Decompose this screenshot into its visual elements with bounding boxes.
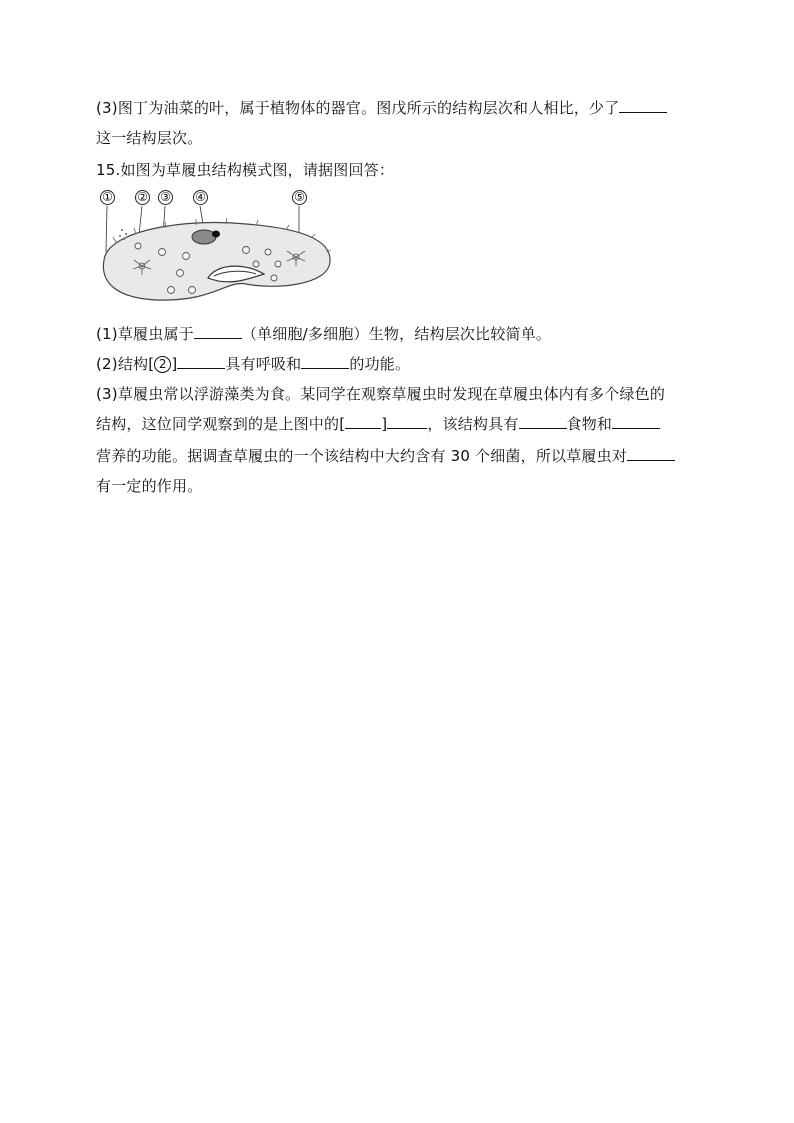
q15-part3-line1 <box>96 384 665 404</box>
q15-part2-text-d: 的功能。 <box>349 355 411 373</box>
q15-part3-text-2a: 结构，这位同学观察到的是上图中的[ <box>96 415 346 433</box>
q15-part3-text-4: 有一定的作用。 <box>96 477 203 495</box>
answer-blank[interactable] <box>627 446 675 461</box>
q14-part3-text: (3)图丁为油菜的叶，属于植物体的器官。图戊所示的结构层次和人相比，少了 <box>96 99 620 117</box>
q14-part3-line1 <box>96 98 667 118</box>
q15-part3-text-1: (3)草履虫常以浮游藻类为食。某同学在观察草履虫时发现在草履虫体内有多个绿色的 <box>96 385 666 403</box>
answer-blank[interactable] <box>387 414 427 429</box>
figure-label-4: ④ <box>193 190 208 205</box>
answer-blank[interactable] <box>194 324 242 339</box>
circled-number-2: 2 <box>154 356 171 373</box>
answer-blank[interactable] <box>301 354 349 369</box>
q15-part1-text-a: (1)草履虫属于 <box>96 325 194 343</box>
q15-part3-line3 <box>96 446 675 466</box>
q15-part2-text-a: (2)结构[ <box>96 355 155 373</box>
answer-blank[interactable] <box>177 354 225 369</box>
q15-part1 <box>96 324 551 344</box>
answer-blank[interactable] <box>612 414 660 429</box>
q15-part2-bracket: ] <box>171 355 178 373</box>
q15-stem-text: 15.如图为草履虫结构模式图，请据图回答： <box>96 161 395 179</box>
answer-blank[interactable] <box>519 414 567 429</box>
q15-part3-text-2c: ，该结构具有 <box>427 415 519 433</box>
paramecium-figure <box>96 190 336 305</box>
q15-part3-text-3: 营养的功能。据调查草履虫的一个该结构中大约含有 30 个细菌，所以草履虫对 <box>96 447 628 465</box>
q15-part3-line4 <box>96 476 202 496</box>
figure-label-1: ① <box>100 190 115 205</box>
q14-part3-text-cont: 这一结构层次。 <box>96 129 203 147</box>
q15-part3-line2 <box>96 414 660 434</box>
q15-part2-text-c: 具有呼吸和 <box>225 355 302 373</box>
q15-part3-text-2b: ] <box>381 415 388 433</box>
q15-part3-text-2d: 食物和 <box>566 415 613 433</box>
answer-blank-bracket[interactable] <box>345 414 381 429</box>
figure-label-5: ⑤ <box>292 190 307 205</box>
q15-part2 <box>96 354 410 374</box>
figure-label-2: ② <box>135 190 150 205</box>
answer-blank[interactable] <box>619 98 667 113</box>
q14-part3-line2 <box>96 128 202 148</box>
q15-stem <box>96 160 394 180</box>
q15-part1-text-b: （单细胞/多细胞）生物，结构层次比较简单。 <box>241 325 552 343</box>
paramecium-drawing <box>96 190 336 305</box>
figure-label-3: ③ <box>158 190 173 205</box>
